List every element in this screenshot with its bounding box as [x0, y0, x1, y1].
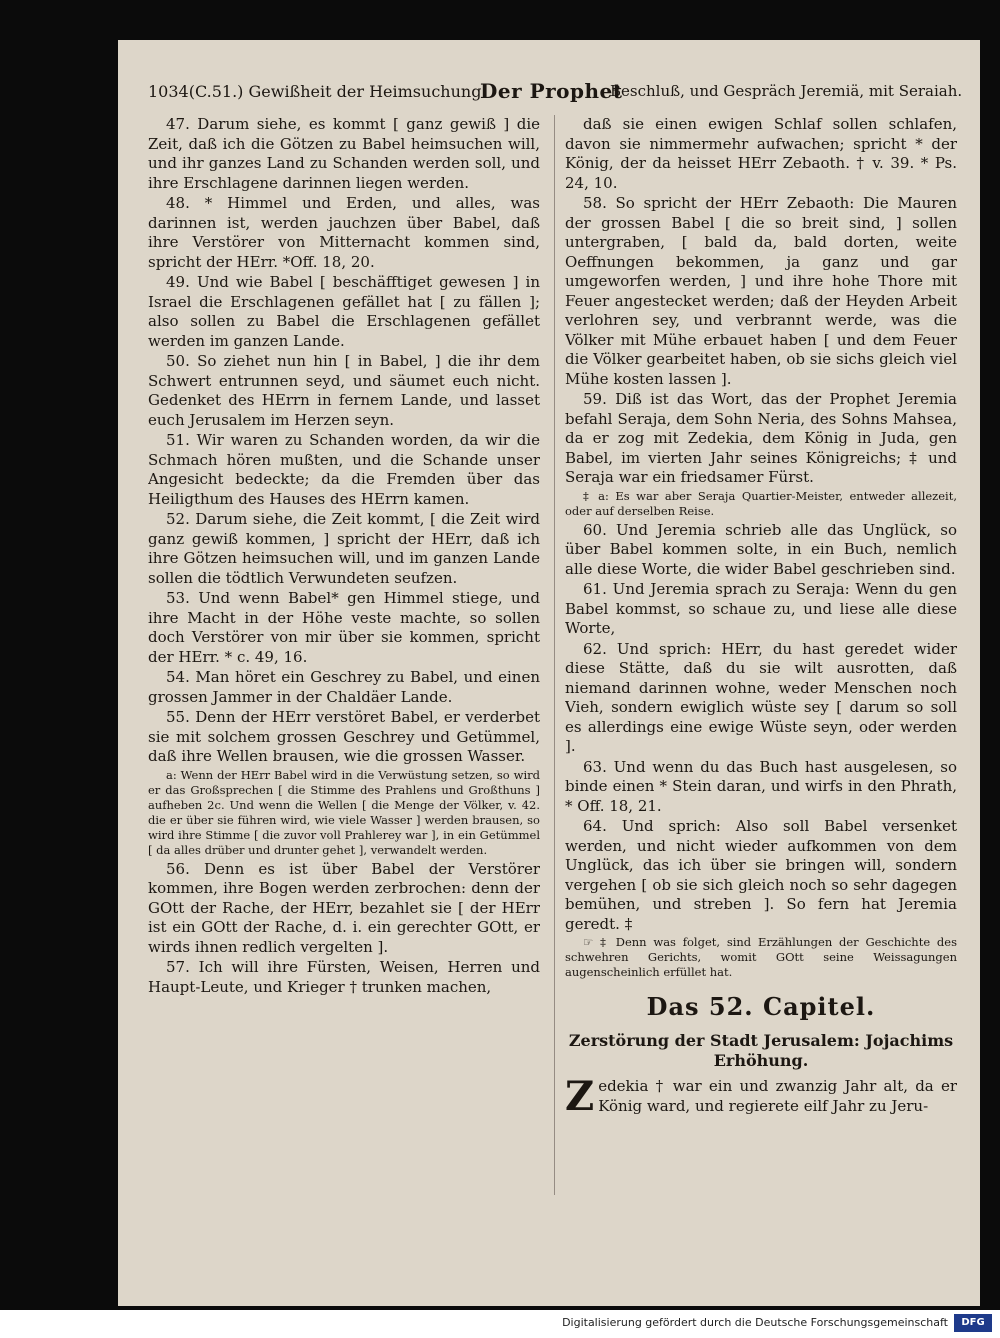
page-content — [148, 40, 963, 1306]
verse: 49. Und wie Babel [ beschäfftiget gewesen ] in Israel die Erschlagenen gefället hat [ zu fällen ]; also sollen zu Babel die Erschlagenen gefället werden im ganzen Lande. — [148, 273, 540, 350]
scanned-page — [118, 40, 980, 1306]
verse: 50. So ziehet nun hin [ in Babel, ] die ihr dem Schwert entrunnen seyd, und säumet euch nicht. Gedenket des HErrn in fernem Lande, und lasset euch Jerusalem im Herzen seyn. — [148, 352, 540, 429]
verse: 60. Und Jeremia schrieb alle das Unglück, so über Babel kommen solte, in ein Buch, nemlich alle diese Worte, die wider Babel geschrieben sind. — [565, 520, 957, 578]
verse: 63. Und wenn du das Buch hast ausgelesen, so binde einen * Stein daran, und wirfs in den Phrath, * Off. 18, 21. — [565, 757, 957, 815]
verse: 56. Denn es ist über Babel der Verstörer kommen, ihre Bogen werden zerbrochen: denn der GOtt der Rache, der HErr, bezahlet sie [ der HErr ist ein GOtt der Rache, d. i. ein gerechter GOtt, er wirds ihnen redlich vergelten ]. — [148, 859, 540, 956]
verse: 59. Diß ist das Wort, das der Prophet Jeremia befahl Seraja, dem Sohn Neria, des Sohns Mahsea, da er zog mit Zedekia, dem König in Juda, gen Babel, im vierten Jahr seines Königreichs; ‡ und Seraja war ein friedsamer Fürst. — [565, 390, 957, 486]
digitization-footer — [0, 1310, 1000, 1338]
verse: 62. Und sprich: HErr, du hast geredet wider diese Stätte, daß du sie wilt ausrotten, daß niemand darinnen wohne, weder Menschen noch Vieh, sondern ewiglich wüste sey [ darum so soll es allerdings eine ewige Wüste seyn, oder werden ]. — [565, 639, 957, 755]
verse: 54. Man höret ein Geschrey zu Babel, und einen grossen Jammer in der Chaldäer Lande. — [148, 668, 540, 706]
verse: daß sie einen ewigen Schlaf sollen schlafen, davon sie nimmermehr aufwachen; spricht * der König, der da heisset HErr Zebaoth. † v. 39. * Ps. 24, 10. — [565, 115, 957, 192]
verse: 55. Denn der HErr verstöret Babel, er verderbet sie mit solchem grossen Geschrey und Getümmel, daß ihre Wellen brausen, wie die grossen Wasser. — [148, 708, 540, 765]
verse: 52. Darum siehe, die Zeit kommt, [ die Zeit wird ganz gewiß kommen, ] spricht der HErr, daß ich ihre Götzen heimsuchen will, und im ganzen Lande sollen die tödtlich Verwundeten seufzen. — [148, 510, 540, 587]
chapter-title: Das 52. Capitel. — [646, 992, 876, 1021]
right-column — [565, 115, 957, 1215]
column-divider — [554, 115, 555, 1195]
chapter-intro-text: edekia † war ein und zwanzig Jahr alt, da er König ward, und regierete eilf Jahr zu Jeru- — [598, 1077, 957, 1115]
right-column-verses — [565, 115, 957, 980]
drop-cap: Z — [565, 1073, 595, 1120]
verse: 61. Und Jeremia sprach zu Seraja: Wenn du gen Babel kommst, so schaue zu, und liese alle diese Worte, — [565, 580, 957, 637]
verse: 47. Darum siehe, es kommt [ ganz gewiß ] die Zeit, daß ich die Götzen zu Babel heimsuchen will, und ihr ganzes Land zu Schanden werden soll, und ihre Erschlagene darinnen liegen werden. — [148, 115, 540, 192]
footnote: ‡ a: Es war aber Seraja Quartier-Meister, entweder allezeit, oder auf derselben Reise. — [565, 488, 957, 518]
verse: 58. So spricht der HErr Zebaoth: Die Mauren der grossen Babel [ die so breit sind, ] sollen untergraben, [ bald da, bald dorten, weite Oeffnungen bekommen, ja ganz und gar umgeworfen werden, ] und ihre hohe Thore mit Feuer angestecket werden; daß der Heyden Arbeit verlohren sey, und verbrannt werde, was die Völker mit Mühe erbauet haben [ und dem Feuer die Völker gearbeitet haben, ob sie sichs gleich viel Mühe kosten lassen ]. — [565, 194, 957, 388]
running-header — [148, 76, 963, 110]
verse: 51. Wir waren zu Schanden worden, da wir die Schmach hören mußten, und die Schande unser Angesicht bedeckte; da die Fremden über das Heiligthum des Hauses des HErrn kamen. — [148, 431, 540, 508]
footnote: a: Wenn der HErr Babel wird in die Verwüstung setzen, so wird er das Großsprechen [ die Stimme des Prahlens und Großthuns ] aufheben 2c. Und wenn die Wellen [ die Menge der Völker, v. 42. die er über sie führen wird, wie viele Wasser ] werden brausen, so wird ihre Stimme [ die zuvor voll Prahlerey war ], in ein Getümmel [ da alles drüber und drunter gehet ], verwandelt werden. — [148, 767, 540, 857]
verse: 64. Und sprich: Also soll Babel versenket werden, und nicht wieder aufkommen von dem Unglück, das ich über sie bringen will, sondern vergehen [ ob sie sich gleich noch so sehr dagegen bemühen, und streben ]. So fern hat Jeremia geredt. ‡ — [565, 817, 957, 933]
header-left: 1034(C.51.) Gewißheit der Heimsuchung. — [148, 82, 487, 101]
chapter-intro — [565, 1073, 957, 1120]
left-column — [148, 115, 540, 1215]
footnote: ☞ ‡ Denn was folget, sind Erzählungen der Geschichte des schwehren Gerichts, womit GOtt seine Weissagungen augenscheinlich erfüllet hat. — [565, 935, 957, 979]
footer-credit: Digitalisierung gefördert durch die Deutsche Forschungsgemeinschaft — [562, 1316, 948, 1329]
chapter-subtitle: Zerstörung der Stadt Jerusalem: Jojachims Erhöhung. — [568, 1031, 954, 1070]
dfg-logo-icon: DFG — [954, 1314, 992, 1332]
header-center: Der Prophet — [480, 79, 623, 103]
verse: 53. Und wenn Babel* gen Himmel stiege, und ihre Macht in der Höhe veste machte, so sollen doch Verstörer von mir über sie kommen, spricht der HErr. * c. 49, 16. — [148, 589, 540, 666]
verse: 57. Ich will ihre Fürsten, Weisen, Herren und Haupt-Leute, und Krieger † trunken machen, — [148, 958, 540, 996]
verse: 48. * Himmel und Erden, und alles, was darinnen ist, werden jauchzen über Babel, daß ihre Verstörer von Mitternacht kommen sind, spricht der HErr. *Off. 18, 20. — [148, 194, 540, 271]
header-right: Beschluß, und Gespräch Jeremiä, mit Seraiah. — [610, 82, 963, 100]
